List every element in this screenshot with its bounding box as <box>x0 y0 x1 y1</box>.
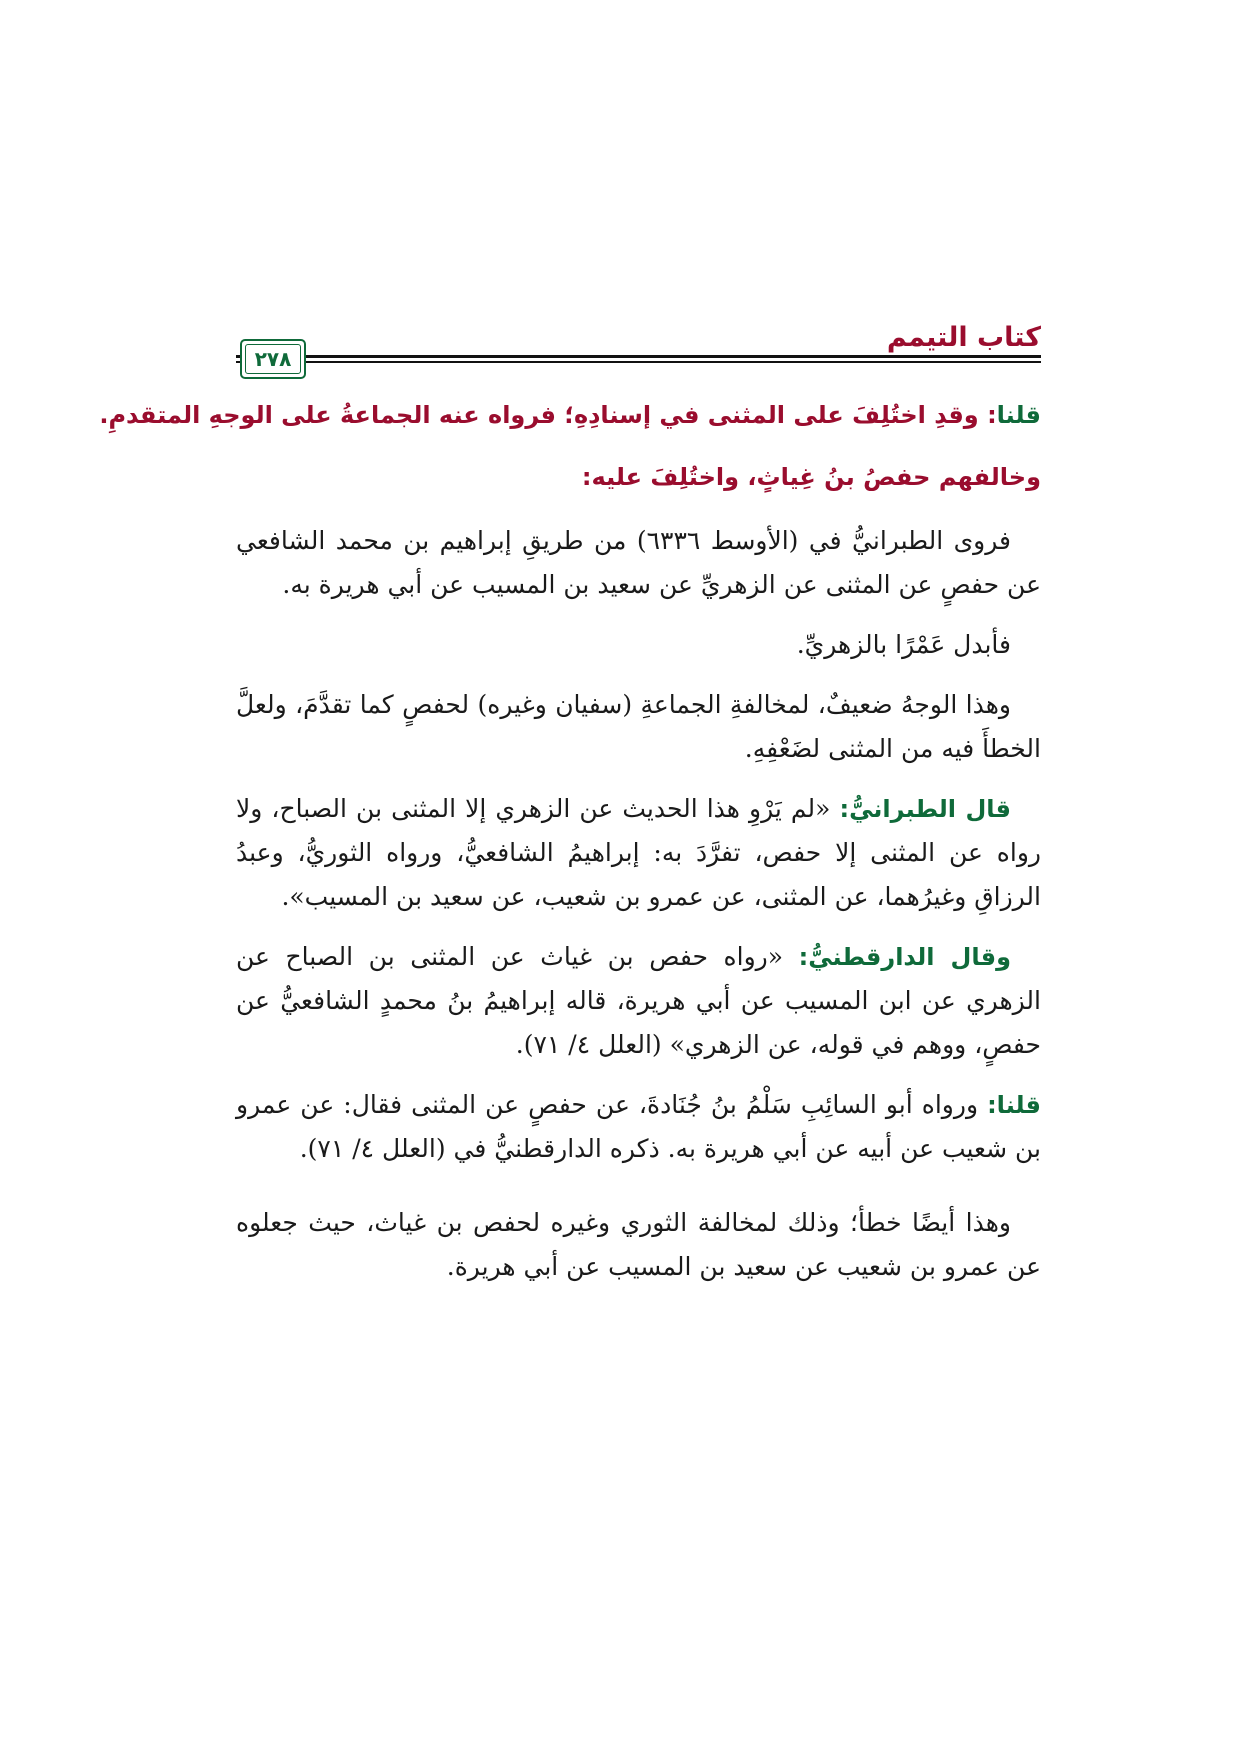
paragraph-2: فأبدل عَمْرًا بالزهريِّ. <box>796 630 1011 659</box>
heading-line-1 <box>99 395 1041 435</box>
page-header <box>236 308 1041 383</box>
paragraph-4-text: «لم يَرْوِ هذا الحديث عن الزهري إلا المثنى بن الصباح، ولا رواه عن المثنى إلا حفص، تفرَّدَ به: إبراهيمُ الشافعيُّ، ورواه الثوريُّ، وعبدُ الرزاقِ وغيرُهما، عن المثنى، عن عمرو بن شعيب، عن سعيد بن المسيب». <box>236 794 1041 911</box>
speaker-tabarani: قال الطبرانيُّ: <box>839 795 1011 823</box>
heading-line-1-text: : وقدِ اختُلِفَ على المثنى في إسنادِهِ؛ فرواه عنه الجماعةُ على الوجهِ المتقدمِ. <box>99 401 997 429</box>
paragraph-7: وهذا أيضًا خطأ؛ وذلك لمخالفة الثوري وغيره لحفص بن غياث، حيث جعلوه عن عمرو بن شعيب عن سعيد بن المسيب عن أبي هريرة. <box>236 1208 1041 1281</box>
paragraph-5-text: «رواه حفص بن غياث عن المثنى بن الصباح عن الزهري عن ابن المسيب عن أبي هريرة، قاله إبراهيمُ بنُ محمدٍ الشافعيُّ عن حفصٍ، ووهم في قوله، عن الزهري» (العلل ٤/ ٧١). <box>236 942 1041 1059</box>
spacer <box>236 1187 1041 1201</box>
book-title: كتاب التيمم <box>886 322 1041 353</box>
paragraph-6 <box>236 1083 1041 1171</box>
paragraph-5 <box>236 935 1041 1067</box>
page-number: ٢٧٨ <box>254 347 292 371</box>
page-number-badge <box>240 339 306 379</box>
heading-line-2: وخالفهم حفصُ بنُ غِياثٍ، واختُلِفَ عليه: <box>581 463 1041 491</box>
paragraph-4 <box>236 787 1041 919</box>
heading-lead: قلنا <box>996 401 1041 429</box>
paragraph-6-text: ورواه أبو السائِبِ سَلْمُ بنُ جُنَادةَ، عن حفصٍ عن المثنى فقال: عن عمرو بن شعيب عن أبيه عن أبي هريرة به. ذكره الدارقطنيُّ في (العلل ٤/ ٧١). <box>236 1090 1041 1163</box>
header-rule-thick <box>236 355 1041 358</box>
speaker-qulna: قلنا: <box>987 1091 1041 1119</box>
speaker-daraqutni: وقال الدارقطنيُّ: <box>798 943 1011 971</box>
page-content <box>99 395 1041 1305</box>
paragraph-3: وهذا الوجهُ ضعيفٌ، لمخالفةِ الجماعةِ (سفيان وغيره) لحفصٍ كما تقدَّمَ، ولعلَّ الخطأَ فيه من المثنى لضَعْفِهِ. <box>236 690 1041 763</box>
paragraph-1: فروى الطبرانيُّ في (الأوسط ٦٣٣٦) من طريقِ إبراهيم بن محمد الشافعي عن حفصٍ عن المثنى عن الزهريِّ عن سعيد بن المسيب عن أبي هريرة به. <box>236 526 1041 599</box>
header-rule-thin <box>236 361 1041 363</box>
